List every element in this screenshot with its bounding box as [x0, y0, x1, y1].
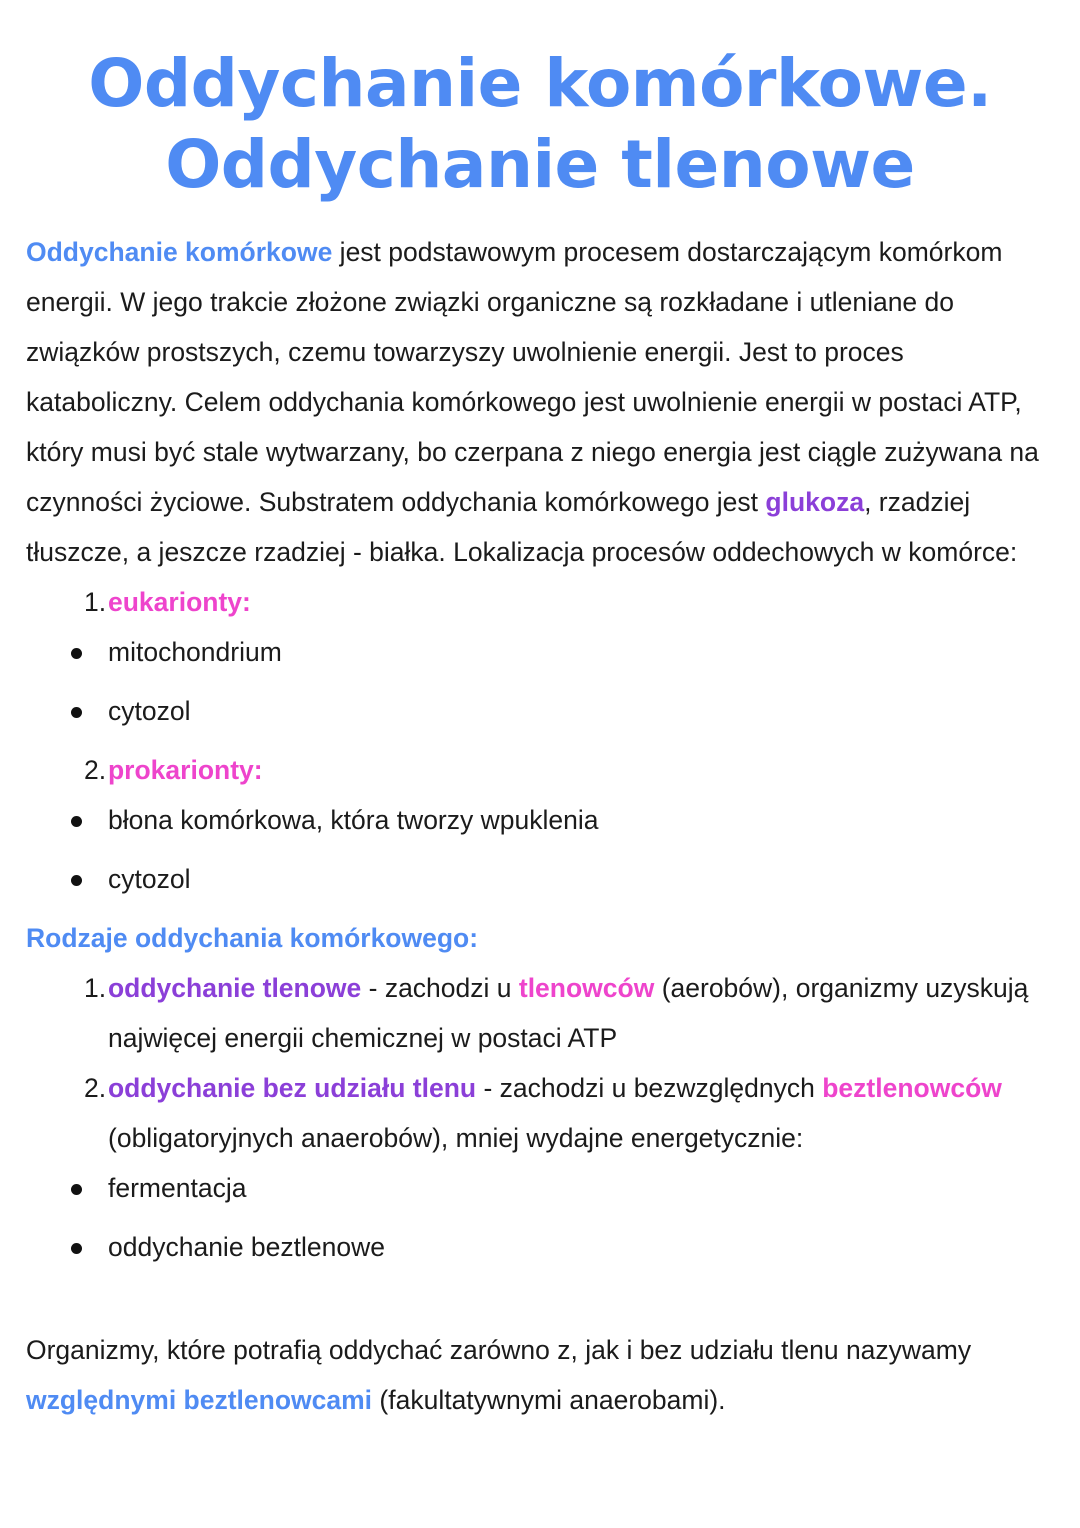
prokarionty-sublist: [26, 795, 1054, 904]
localization-list: [26, 577, 1054, 627]
closing-paragraph: [26, 1325, 1054, 1425]
list-item-label: błona komórkowa, która tworzy wpuklenia: [108, 805, 599, 836]
bullet-icon: [71, 648, 82, 659]
list-item: [26, 686, 1054, 736]
list-item: [26, 1063, 1054, 1163]
list-number: 2.: [84, 1073, 107, 1104]
page-title: [0, 0, 1080, 205]
list-item-text-b: (obligatoryjnych anaerobów), mniej wydajne energetycznie:: [108, 1123, 804, 1154]
list-item: [26, 577, 1054, 627]
bullet-icon: [71, 816, 82, 827]
eukarionty-sublist: [26, 627, 1054, 736]
list-item: [26, 1163, 1054, 1213]
eukarionty-label: eukarionty:: [108, 587, 251, 618]
beztlenowcow-highlight: beztlenowców: [822, 1073, 1002, 1104]
list-item-label: cytozol: [108, 696, 191, 727]
intro-text-part-2: , rzadziej tłuszcze, a jeszcze rzadziej - białka. Lokalizacja procesów oddechowych w komórce:: [26, 487, 1018, 568]
oddychanie-beztlenowe-highlight: oddychanie bez udziału tlenu: [108, 1073, 477, 1104]
bullet-icon: [71, 875, 82, 886]
intro-paragraph: [26, 227, 1054, 577]
types-sublist: [26, 1163, 1054, 1272]
list-item: [26, 1222, 1054, 1272]
oddychanie-tlenowe-highlight: oddychanie tlenowe: [108, 973, 362, 1004]
title-line-1: Oddychanie komórkowe.: [88, 45, 992, 122]
list-item-label: oddychanie beztlenowe: [108, 1232, 385, 1263]
title-line-2: Oddychanie tlenowe: [165, 125, 915, 203]
section-spacer: [26, 1281, 1054, 1325]
prokarionty-label: prokarionty:: [108, 755, 263, 786]
list-item-label: cytozol: [108, 864, 191, 895]
list-item: [26, 963, 1054, 1063]
localization-list-2: [26, 745, 1054, 795]
list-item-label: mitochondrium: [108, 637, 282, 668]
closing-text-part-1: Organizmy, które potrafią oddychać zarówno z, jak i bez udziału tlenu nazywamy: [26, 1335, 972, 1366]
bullet-icon: [71, 1184, 82, 1195]
list-item: [26, 627, 1054, 677]
note-body: [0, 205, 1080, 1425]
list-number: 2.: [84, 755, 107, 786]
list-item: [26, 795, 1054, 845]
list-item: [26, 854, 1054, 904]
intro-term-highlight: Oddychanie komórkowe: [26, 237, 333, 268]
intro-text-part-1: jest podstawowym procesem dostarczającym komórkom energii. W jego trakcie złożone związki organiczne są rozkładane i utleniane do związków prostszych, czemu towarzyszy uwolnienie energii. Jest to proces kataboliczny. Celem oddychania komórkowego jest uwolnienie energii w postaci ATP, który musi być stale wytwarzany, bo czerpana z niego energia jest ciągle zużywana na czynności życiowe. Substratem oddychania komórkowego jest: [26, 237, 1039, 518]
list-item-text-a: - zachodzi u bezwzględnych: [476, 1073, 823, 1104]
list-number: 1.: [84, 587, 107, 618]
glukoza-highlight: glukoza: [765, 487, 865, 518]
list-item-label: fermentacja: [108, 1173, 247, 1204]
bullet-icon: [71, 1243, 82, 1254]
list-item: [26, 745, 1054, 795]
list-item-text-b: (aerobów), organizmy uzyskują najwięcej energii chemicznej w postaci ATP: [108, 973, 1029, 1054]
bullet-icon: [71, 707, 82, 718]
list-number: 1.: [84, 973, 107, 1004]
types-heading: Rodzaje oddychania komórkowego:: [26, 923, 479, 954]
list-item-text-a: - zachodzi u: [361, 973, 519, 1004]
closing-text-part-2: (fakultatywnymi anaerobami).: [372, 1385, 726, 1416]
tlenowcow-highlight: tlenowców: [518, 973, 655, 1004]
types-list: [26, 963, 1054, 1163]
wzglednymi-beztlenowcami-highlight: względnymi beztlenowcami: [26, 1385, 373, 1416]
